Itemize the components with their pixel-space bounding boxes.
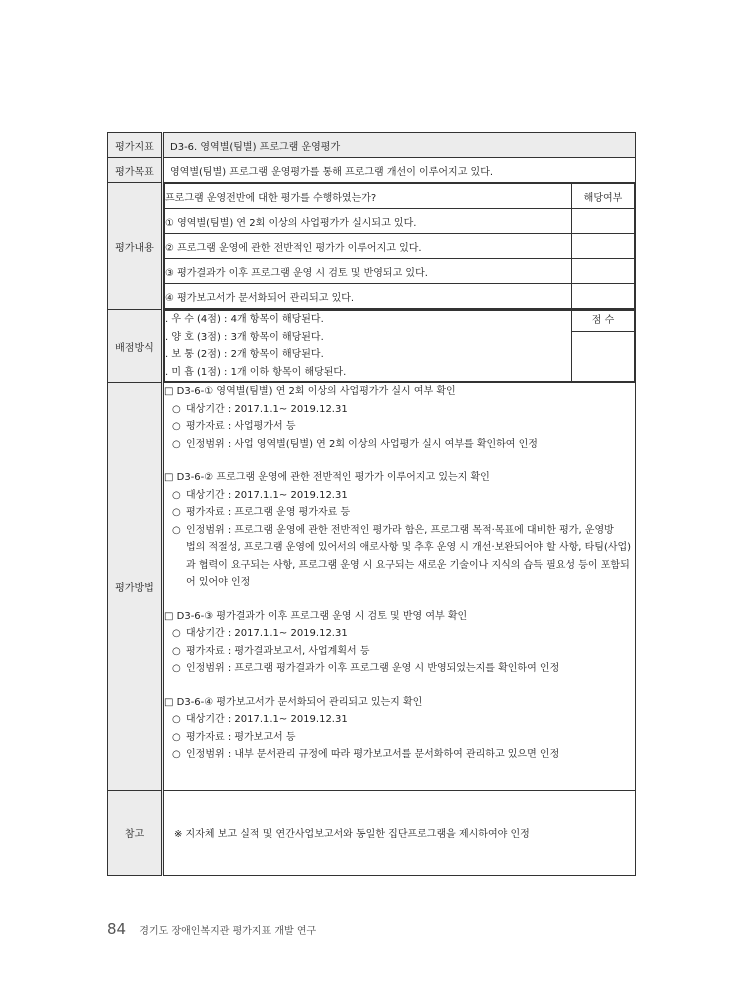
method-period-4: 대상기간 : 2017.1.1~ 2019.12.31 bbox=[186, 714, 348, 725]
method-period-2: 대상기간 : 2017.1.1~ 2019.12.31 bbox=[186, 489, 348, 501]
content-cell bbox=[163, 183, 636, 310]
method-period-3: 대상기간 : 2017.1.1~ 2019.12.31 bbox=[186, 628, 348, 639]
method-block-2 bbox=[164, 469, 635, 592]
evaluation-table bbox=[107, 132, 636, 876]
content-item-1: ① 영역별(팀별) 연 2회 이상의 사업평가가 실시되고 있다. bbox=[165, 209, 572, 234]
method-block-3 bbox=[164, 608, 635, 678]
score-column bbox=[572, 311, 635, 382]
applicable-cell-3 bbox=[572, 259, 635, 284]
method-cell bbox=[163, 383, 636, 791]
method-scope-3: 인정범위 : 프로그램 평가결과가 이후 프로그램 운영 시 반영되었는지를 확인하여 인정 bbox=[186, 663, 560, 674]
bullet-icon: ○ bbox=[172, 421, 181, 432]
bullet-icon: ○ bbox=[172, 507, 181, 518]
score-level-poor: . 미 흡 (1점) : 1개 이하 항목이 해당된다. bbox=[165, 366, 347, 378]
bullet-icon: ○ bbox=[172, 489, 181, 501]
bullet-icon: ○ bbox=[172, 731, 181, 743]
method-material-1: 평가자료 : 사업평가서 등 bbox=[186, 421, 296, 432]
reference-label: 참고 bbox=[108, 790, 163, 875]
goal-row bbox=[108, 158, 636, 183]
method-period-1: 대상기간 : 2017.1.1~ 2019.12.31 bbox=[186, 403, 348, 415]
content-subtable bbox=[164, 183, 635, 309]
method-label: 평가방법 bbox=[108, 383, 163, 791]
header-label: 평가지표 bbox=[108, 133, 163, 158]
scoring-row bbox=[108, 310, 636, 383]
method-scope-4: 인정범위 : 내부 문서관리 규정에 따라 평가보고서를 문서화하여 관리하고 있으면 인정 bbox=[186, 749, 560, 760]
score-header: 점 수 bbox=[572, 311, 634, 332]
applicable-cell-1 bbox=[572, 209, 635, 234]
header-row bbox=[108, 133, 636, 158]
method-scope-2: 인정범위 : 프로그램 운영에 관한 전반적인 평가라 함은, 프로그램 목적·목표에 대비한 평가, 운영방 bbox=[186, 524, 614, 536]
reference-row bbox=[108, 790, 636, 875]
method-row bbox=[108, 383, 636, 791]
method-block-1 bbox=[164, 383, 635, 453]
content-item-row bbox=[165, 259, 635, 284]
method-heading-4: □ D3-6-④ 평가보고서가 문서화되어 관리되고 있는지 확인 bbox=[164, 696, 423, 708]
score-level-excellent: . 우 수 (4점) : 4개 항목이 해당된다. bbox=[165, 314, 324, 325]
bullet-icon: ○ bbox=[172, 403, 181, 415]
method-block-4 bbox=[164, 694, 635, 764]
scoring-levels bbox=[165, 311, 572, 382]
content-question: 프로그램 운영전반에 대한 평가를 수행하였는가? bbox=[165, 184, 572, 209]
scoring-inner-row bbox=[165, 311, 635, 382]
bullet-icon: ○ bbox=[172, 524, 181, 536]
bullet-icon: ○ bbox=[172, 663, 181, 674]
method-material-3: 평가자료 : 평가결과보고서, 사업계획서 등 bbox=[186, 645, 370, 657]
content-item-4: ④ 평가보고서가 문서화되어 관리되고 있다. bbox=[165, 284, 572, 309]
bullet-icon: ○ bbox=[172, 714, 181, 725]
content-item-3: ③ 평가결과가 이후 프로그램 운영 시 검토 및 반영되고 있다. bbox=[165, 259, 572, 284]
bullet-icon: ○ bbox=[172, 438, 181, 450]
method-heading-1: □ D3-6-① 영역별(팀별) 연 2회 이상의 사업평가가 실시 여부 확인 bbox=[164, 386, 456, 397]
method-heading-3: □ D3-6-③ 평가결과가 이후 프로그램 운영 시 검토 및 반영 여부 확인 bbox=[164, 610, 468, 622]
method-scope-2-continued: 법의 적절성, 프로그램 운영에 있어서의 애로사항 및 추후 운영 시 개선·보완되어야 할 사항, 타팀(사업)과 협력이 요구되는 사항, 프로그램 운영 시 요구되는 새로운 기술이나 지식의 습득 필요성 등이 포함되어 있어야 인정 bbox=[186, 542, 632, 588]
bullet-icon: ○ bbox=[172, 628, 181, 639]
bullet-icon: ○ bbox=[172, 645, 181, 657]
method-heading-2: □ D3-6-② 프로그램 운영에 관한 전반적인 평가가 이루어지고 있는지 확인 bbox=[164, 472, 490, 483]
scoring-cell bbox=[163, 310, 636, 383]
applicable-header: 해당여부 bbox=[572, 184, 635, 209]
method-material-4: 평가자료 : 평가보고서 등 bbox=[186, 731, 296, 743]
method-material-2: 평가자료 : 프로그램 운영 평가자료 등 bbox=[186, 507, 351, 518]
goal-label: 평가목표 bbox=[108, 158, 163, 183]
publication-title: 경기도 장애인복지관 평가지표 개발 연구 bbox=[139, 926, 317, 937]
indicator-title: D3-6. 영역별(팀별) 프로그램 운영평가 bbox=[163, 133, 636, 158]
content-row bbox=[108, 183, 636, 310]
method-scope-1: 인정범위 : 사업 영역별(팀별) 연 2회 이상의 사업평가 실시 여부를 확인하여 인정 bbox=[186, 438, 538, 450]
content-item-row bbox=[165, 234, 635, 259]
page-number: 84 bbox=[107, 920, 127, 938]
content-question-row bbox=[165, 184, 635, 209]
bullet-icon: ○ bbox=[172, 749, 181, 760]
scoring-label: 배점방식 bbox=[108, 310, 163, 383]
applicable-cell-4 bbox=[572, 284, 635, 309]
page-footer bbox=[107, 920, 316, 938]
goal-text: 영역별(팀별) 프로그램 운영평가를 통해 프로그램 개선이 이루어지고 있다. bbox=[163, 158, 636, 183]
content-label: 평가내용 bbox=[108, 183, 163, 310]
content-item-row bbox=[165, 209, 635, 234]
score-level-fair: . 보 통 (2점) : 2개 항목이 해당된다. bbox=[165, 349, 324, 360]
reference-text: ※ 지자체 보고 실적 및 연간사업보고서와 동일한 집단프로그램을 제시하여야 인정 bbox=[163, 790, 636, 875]
scoring-subtable bbox=[164, 310, 635, 382]
score-level-good: . 양 호 (3점) : 3개 항목이 해당된다. bbox=[165, 331, 324, 343]
content-item-2: ② 프로그램 운영에 관한 전반적인 평가가 이루어지고 있다. bbox=[165, 234, 572, 259]
applicable-cell-2 bbox=[572, 234, 635, 259]
content-item-row bbox=[165, 284, 635, 309]
